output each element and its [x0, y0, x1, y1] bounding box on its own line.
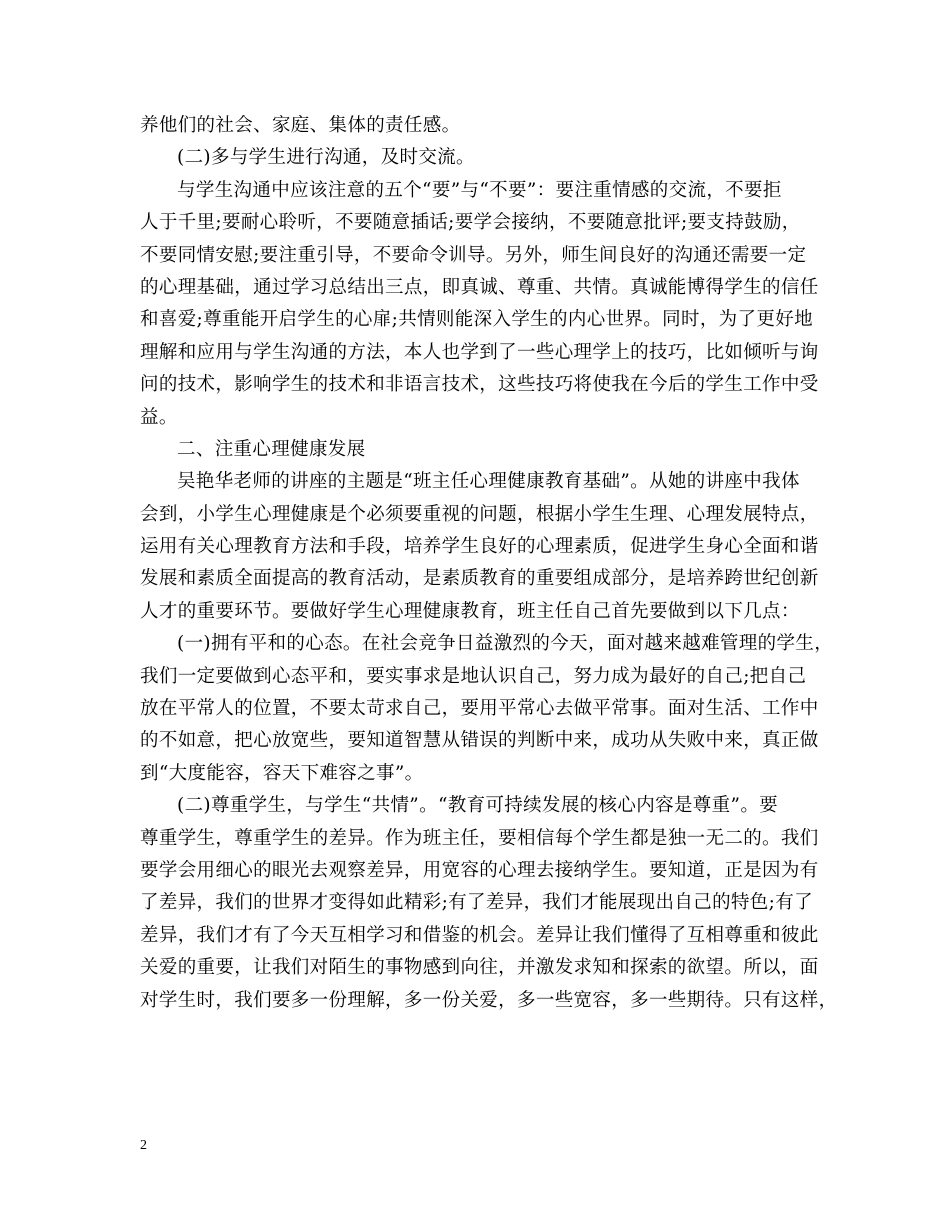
text-line: 养他们的社会、家庭、集体的责任感。	[140, 115, 461, 136]
text-line: 理解和应用与学生沟通的方法，本人也学到了一些心理学上的技巧，比如倾听与询	[140, 341, 819, 363]
text-line: 我们一定要做到心态平和，要实事求是地认识自己，努力成为最好的自己;把自己	[140, 665, 807, 687]
text-line: 尊重学生，尊重学生的差异。作为班主任，要相信每个学生都是独一无二的。我们	[140, 827, 819, 849]
text-line: 差异，我们才有了今天互相学习和借鉴的机会。差异让我们懂得了互相尊重和彼此	[140, 924, 819, 946]
text-line: 会到，小学生心理健康是个必须要重视的问题，根据小学生生理、心理发展特点，	[140, 503, 819, 525]
text-line: 放在平常人的位置，不要太苛求自己，要用平常心去做平常事。面对生活、工作中	[140, 698, 819, 720]
text-line: 发展和素质全面提高的教育活动，是素质教育的重要组成部分，是培养跨世纪创新	[140, 568, 819, 590]
text-line: 了差异，我们的世界才变得如此精彩;有了差异，我们才能展现出自己的特色;有了	[140, 892, 813, 914]
text-line: 与学生沟通中应该注意的五个“要”与“不要”：要注重情感的交流，不要拒	[177, 179, 782, 201]
text-line: (二)尊重学生，与学生“共情”。“教育可持续发展的核心内容是尊重”。要	[177, 795, 779, 817]
subheading: (二)多与学生进行沟通，及时交流。	[177, 147, 475, 169]
text-line: (一)拥有平和的心态。在社会竞争日益激烈的今天，面对越来越难管理的学生，	[177, 633, 834, 655]
text-line: 人才的重要环节。要做好学生心理健康教育，班主任自己首先要做到以下几点：	[140, 600, 800, 622]
text-line: 关爱的重要，让我们对陌生的事物感到向往，并激发求知和探索的欲望。所以，面	[140, 957, 819, 979]
text-line: 运用有关心理教育方法和手段，培养学生良好的心理素质，促进学生身心全面和谐	[140, 536, 819, 558]
section-heading: 二、注重心理健康发展	[177, 438, 366, 460]
text-line: 到“大度能容，容天下难容之事”。	[140, 762, 424, 784]
text-line: 和喜爱;尊重能开启学生的心扉;共情则能深入学生的内心世界。同时，为了更好地	[140, 309, 813, 331]
text-line: 的心理基础，通过学习总结出三点，即真诚、尊重、共情。真诚能博得学生的信任	[140, 276, 819, 298]
page-number: 2	[140, 1138, 147, 1153]
text-line: 人于千里;要耐心聆听，不要随意插话;要学会接纳，不要随意批评;要支持鼓励，	[140, 212, 801, 234]
text-line: 的不如意，把心放宽些，要知道智慧从错误的判断中来，成功从失败中来，真正做	[140, 730, 819, 752]
text-line: 对学生时，我们要多一份理解，多一份关爱，多一些宽容，多一些期待。只有这样，	[140, 989, 838, 1011]
document-body	[140, 110, 838, 1017]
text-line: 益。	[140, 406, 178, 428]
text-line: 问的技术，影响学生的技术和非语言技术，这些技巧将使我在今后的学生工作中受	[140, 374, 819, 396]
text-line: 要学会用细心的眼光去观察差异，用宽容的心理去接纳学生。要知道，正是因为有	[140, 859, 819, 881]
text-line: 吴艳华老师的讲座的主题是“班主任心理健康教育基础”。从她的讲座中我体	[177, 471, 800, 493]
text-line: 不要同情安慰;要注重引导，不要命令训导。另外，师生间良好的沟通还需要一定	[140, 244, 807, 266]
